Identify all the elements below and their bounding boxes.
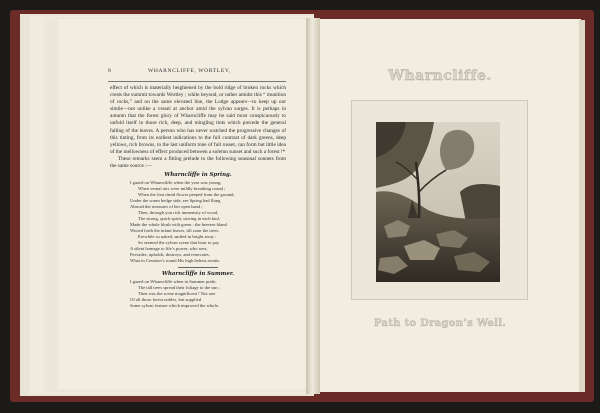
- header-rule: [108, 81, 286, 82]
- sonnet-line: When vernal airs were mildly breathing round ;: [138, 186, 226, 192]
- sonnet-title: Wharncliffe in Summer.: [161, 271, 235, 278]
- sonnet-line: Pervades, upholds, destroys, and renovates,: [130, 252, 210, 258]
- sonnet-line: What in Creation’s round His high behest awaits.: [130, 258, 221, 264]
- sonnet-line: Of all those forest nobles, but supplied: [130, 297, 202, 303]
- page-stack: [579, 20, 585, 392]
- plate-caption: Path to Dragon’s Well.: [373, 318, 507, 329]
- sonnet-line: The tall trees spread their foliage to the sun ;: [138, 285, 221, 291]
- paragraph: effect of which is materially heightened by the bold ridge of broken rocks which crests the summit towards Wortley ; while beyond, or rather amidst this “ munition of rocks,” and on the same elevated line, the Lodge appears—to keep up our simile—not unlike a vessel at anchor amid the sylvan surges. It is perhaps in autumn that the forest glory of Wharncliffe may be said most conspicuously to unfold itself in those rich, deep, and mingling tints which precede the general falling of the leaves. A person who has never watched the progressive changes of this tinting, from its earliest indications to the full contrast of dark greens, deep yellows, rich browns, to the last uniform tone of full russet, can form but little idea of the mellowness of effect produced between a solemn sunset and such a forest !*: [110, 85, 286, 155]
- book-gutter: [306, 18, 320, 394]
- page-number: 8: [108, 68, 112, 74]
- sonnet-line: Then was the scene magnificent ! Not one: [138, 291, 216, 297]
- sonnet-line: When the first timid flower peeped from the ground,: [138, 192, 235, 198]
- sonnet-line: Erewhile so naked, smiled in bright array :: [138, 234, 217, 240]
- sonnet-line: Some sylvan feature which improved the whole.: [130, 303, 219, 309]
- plate-title: Wharncliffe.: [388, 68, 492, 84]
- paragraph: These remarks seem a fitting prelude to the following seasonal sonnets from the same source :—: [110, 155, 286, 170]
- sonnet-line: Then, through yon rich immensity of wood,: [138, 210, 219, 216]
- sonnet-line: Abroad the treasures of her open hand ;: [130, 204, 203, 210]
- left-page-text: [110, 85, 286, 309]
- sonnet-spring: [130, 180, 286, 264]
- landscape-photograph: [376, 122, 500, 282]
- sonnet-line: So seemed the sylvan scene that hour to pay: [138, 240, 220, 246]
- landscape-photograph-image: [376, 122, 500, 282]
- sonnet-line: Wooed forth the infant leaves, till soon the trees,: [130, 228, 220, 234]
- sonnet-title: Wharncliffe in Spring.: [164, 172, 232, 179]
- running-title: WHARNCLIFFE, WORTLEY,: [148, 68, 231, 74]
- sonnet-line: Under the warm hedge side, ere Spring had flung: [130, 198, 221, 204]
- sonnet-line: A silent homage to life’s power, who sees,: [130, 246, 208, 252]
- sonnet-summer: [130, 279, 286, 309]
- sonnet-line: I gazed on Wharncliffe when the year was young,: [130, 180, 222, 186]
- sonnet-line: Made the whole blush with green : the breezes bland: [130, 222, 227, 228]
- sonnet-line: I gazed on Wharncliffe when in Summer pride,: [130, 279, 217, 285]
- section-divider: [178, 267, 218, 268]
- sonnet-line: The strong, quick spirit, stirring in each bud,: [138, 216, 220, 222]
